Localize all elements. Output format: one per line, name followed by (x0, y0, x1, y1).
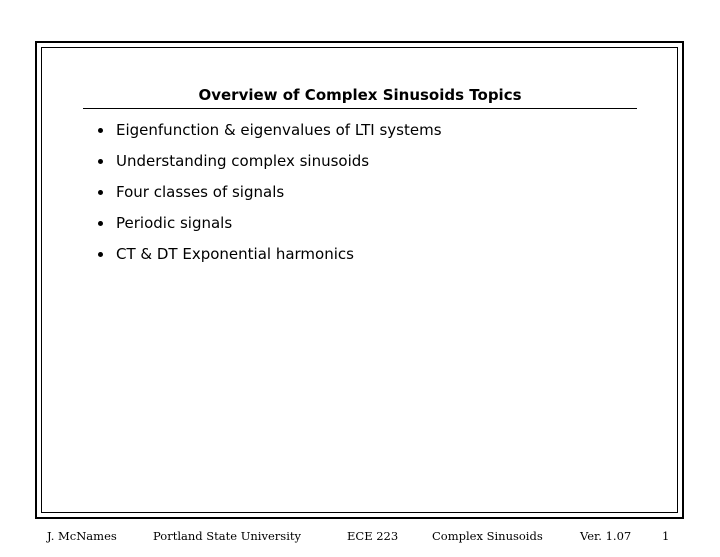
footer-version: Ver. 1.07 (580, 529, 632, 543)
slide-title: Overview of Complex Sinusoids Topics (198, 86, 522, 104)
bullet-dot-icon (98, 128, 103, 133)
slide-footer (0, 529, 720, 545)
bullet-dot-icon (98, 190, 103, 195)
footer-university: Portland State University (153, 529, 301, 543)
bullet-text: Four classes of signals (116, 183, 285, 201)
title-rule (83, 108, 637, 109)
footer-course: ECE 223 (347, 529, 399, 543)
bullet-text: Eigenfunction & eigenvalues of LTI systems (116, 121, 442, 139)
footer-page-number: 1 (662, 529, 670, 543)
footer-author: J. McNames (47, 529, 117, 543)
bullet-dot-icon (98, 252, 103, 257)
bullet-text: CT & DT Exponential harmonics (116, 245, 354, 263)
slide-frame-inner (41, 47, 678, 513)
bullet-dot-icon (98, 221, 103, 226)
bullet-dot-icon (98, 159, 103, 164)
footer-topic: Complex Sinusoids (432, 529, 543, 543)
bullet-text: Understanding complex sinusoids (116, 152, 370, 170)
bullet-text: Periodic signals (116, 214, 233, 232)
